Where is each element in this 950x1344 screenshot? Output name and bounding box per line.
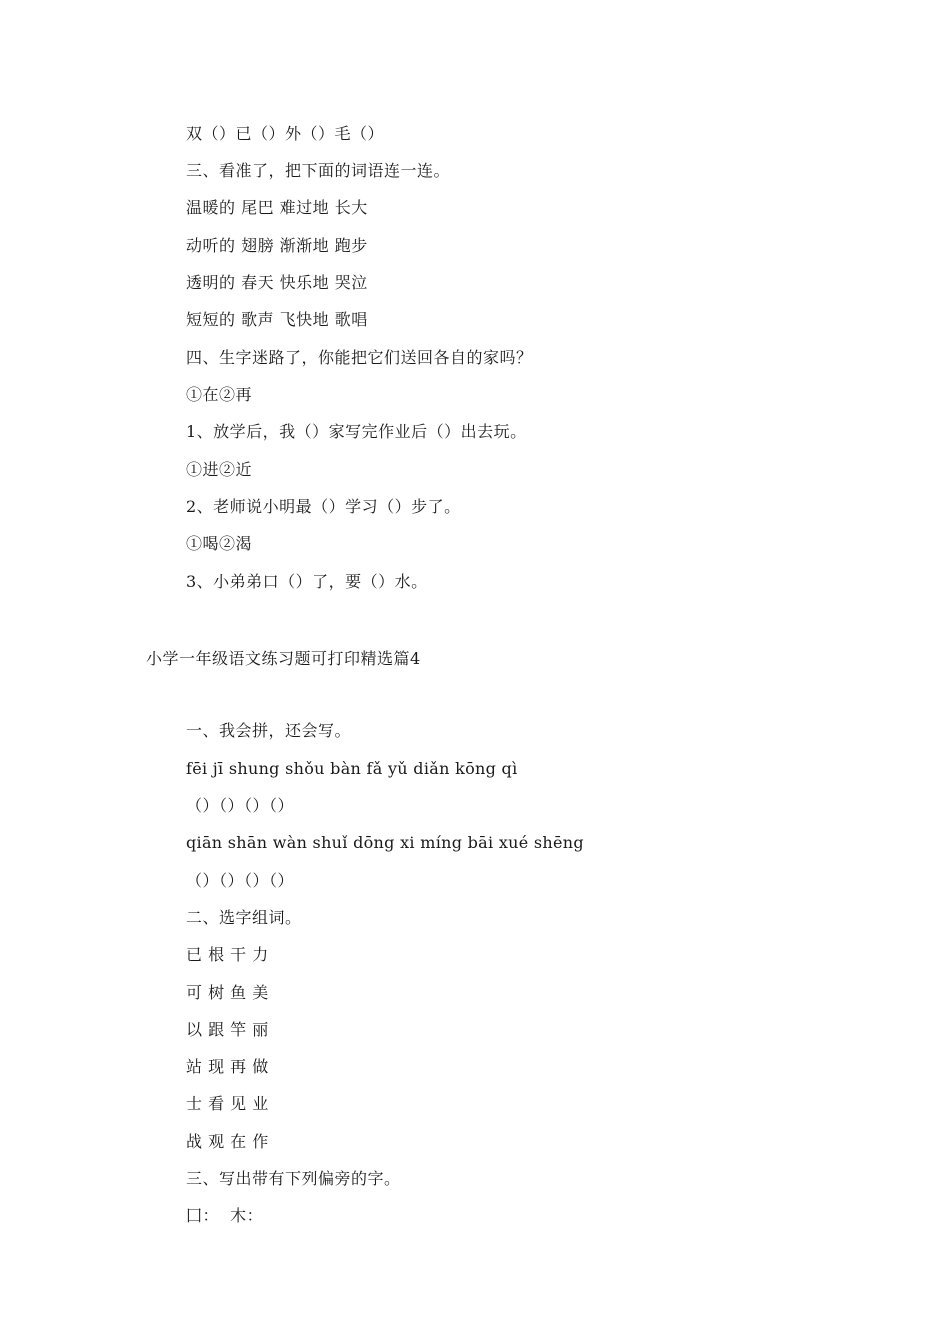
text-line: 温暖的 尾巴 难过地 长大 [186, 198, 368, 217]
pinyin-line: qiān shān wàn shuǐ dōng xi míng bāi xué shēng [186, 833, 584, 852]
section-title: 小学一年级语文练习题可打印精选篇4 [146, 649, 421, 668]
text-line: 1、放学后，我（）家写完作业后（）出去玩。 [186, 422, 527, 441]
text-line: 透明的 春天 快乐地 哭泣 [186, 273, 368, 292]
blank-line: （）（）（）（） [186, 871, 295, 890]
word-row: 以 跟 竿 丽 [186, 1020, 269, 1039]
pinyin-line: fēi jī shung shǒu bàn fǎ yǔ diǎn kōng qì [186, 759, 518, 778]
question-heading: 三、写出带有下列偏旁的字。 [186, 1169, 401, 1188]
blank-line: （）（）（）（） [186, 796, 295, 815]
word-row: 可 树 鱼 美 [186, 983, 269, 1002]
text-line: 双（）已（）外（）毛（） [186, 124, 385, 143]
word-row: 已 根 干 力 [186, 945, 269, 964]
word-row: 站 现 再 做 [186, 1057, 269, 1076]
question-heading: 一、我会拼，还会写。 [186, 721, 352, 740]
text-line: 动听的 翅膀 渐渐地 跑步 [186, 236, 368, 255]
question-heading: 四、生字迷路了，你能把它们送回各自的家吗？ [186, 348, 533, 367]
option-line: ①进②近 [186, 460, 253, 479]
text-line: 短短的 歌声 飞快地 歌唱 [186, 310, 368, 329]
text-line: 3、小弟弟口（）了，要（）水。 [186, 572, 428, 591]
option-line: ①在②再 [186, 385, 253, 404]
radical-line: 囗： 木： [186, 1206, 264, 1225]
word-row: 士 看 见 业 [186, 1094, 269, 1113]
question-heading: 三、看准了，把下面的词语连一连。 [186, 161, 451, 180]
option-line: ①喝②渴 [186, 534, 253, 553]
question-heading: 二、选字组词。 [186, 908, 302, 927]
text-line: 2、老师说小明最（）学习（）步了。 [186, 497, 461, 516]
word-row: 战 观 在 作 [186, 1132, 269, 1151]
